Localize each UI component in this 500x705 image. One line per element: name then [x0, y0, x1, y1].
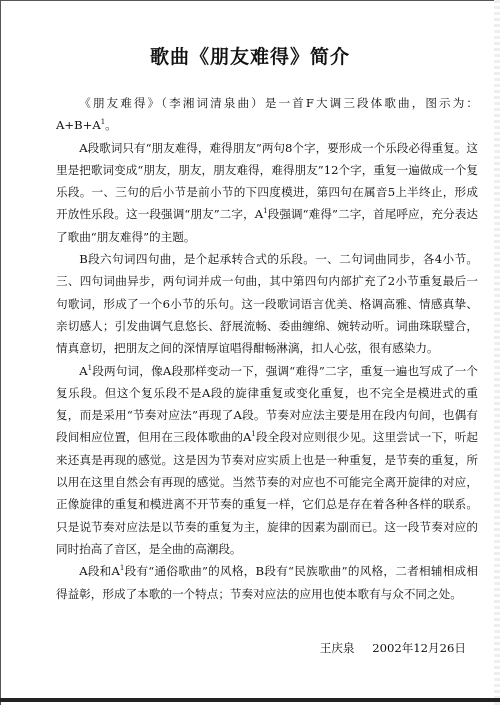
- page-border-bottom: [0, 698, 500, 702]
- paragraph-2: [56, 137, 478, 248]
- paragraph-text: B段六句词四句曲，是个起承转合式的乐段。一、二句词曲同步，各4小节。三、四句词曲异步，两句词并成一句曲，其中第四句内部扩充了2小节重复最后一句歌词，形成了一个6小节的乐句。这一段歌词语言优美、格调高雅、情感真挚、亲切感人；引发曲调气息悠长、舒展流畅、委曲缠绵、婉转动听。词曲珠联璧合，情真意切，把朋友之间的深情厚谊唱得酣畅淋漓，扣人心弦，很有感染力。: [56, 252, 478, 356]
- paragraph-5: [56, 560, 478, 605]
- paragraph-text: 段强调“难得”二字，首尾呼应，充分表达了歌曲“朋友难得”的主题。: [56, 207, 479, 244]
- paragraph-text: 。: [105, 118, 117, 133]
- superscript: 1: [119, 564, 125, 573]
- superscript: 1: [251, 430, 256, 439]
- paragraph-text: 段全段对应则很少见。这里尝试一下，听起来还真是再现的感觉。这是因为节奏对应实质上也是一种重复，是节奏的重复，所以用在这里自然会有再现的感觉。当然节奏的对应也不可能完全离开旋律的对应，正像旋律的重复和模进离不开节奏的重复一样，它们总是存在着各种各样的联系。只是说节奏对应法是以节奏的重复为主，旋律的因素为副而已。这一段节奏对应的同时抬高了音区，是全曲的高潮段。: [56, 430, 478, 556]
- paragraph-text: A: [79, 363, 88, 378]
- document-title: 歌曲《朋友难得》简介: [149, 46, 350, 68]
- paragraph-text: 《朋友难得》（李湘词清泉曲）是一首F大调三段体歌曲，图示为：A+B+A: [56, 96, 478, 133]
- superscript: 1: [100, 118, 106, 127]
- signature-line: [0, 640, 466, 656]
- paragraph-3: [56, 248, 478, 359]
- paragraph-text: 段有“通俗歌曲”的风格，B段有“民族歌曲”的风格，二者相辅相成相得益彰，形成了本歌的一个特点；节奏对应法的应用也使本歌有与众不同之处。: [56, 564, 478, 601]
- paragraph-1: [56, 92, 478, 137]
- paragraph-text: A段歌词只有“朋友难得，难得朋友”两句8个字，要形成一个乐段必得重复。这里是把歌词变成“朋友，朋友，朋友难得，难得朋友”12个字，重复一遍做成一个复乐段。一、三句的后小节是前小节的下四度模进，第四句在属音5上半终止，形成开放性乐段。这一段强调“朋友”二字，A: [56, 140, 478, 222]
- page-border-right: [494, 0, 500, 705]
- paragraph-4: [56, 360, 478, 561]
- superscript: 1: [263, 207, 268, 216]
- page-border-left: [0, 0, 1, 705]
- superscript: 1: [87, 363, 93, 372]
- paragraph-text: A段和A: [79, 564, 120, 579]
- paragraph-text: 段两句词，像A段那样变动一下，强调“难得”二字，重复一遍也写成了一个复乐段。但这个复乐段不是A段的旋律重复或变化重复，也不完全是模进式的重复，而是采用“节奏对应法”再现了A段。节奏对应法主要是用在段内句间，也偶有段间相应位置，但用在三段体歌曲的A: [56, 363, 478, 445]
- document-body: [56, 92, 478, 605]
- signature-date: 2002年12月26日: [372, 641, 466, 655]
- author-name: 王庆泉: [319, 641, 355, 655]
- page-border-top: [0, 0, 500, 1]
